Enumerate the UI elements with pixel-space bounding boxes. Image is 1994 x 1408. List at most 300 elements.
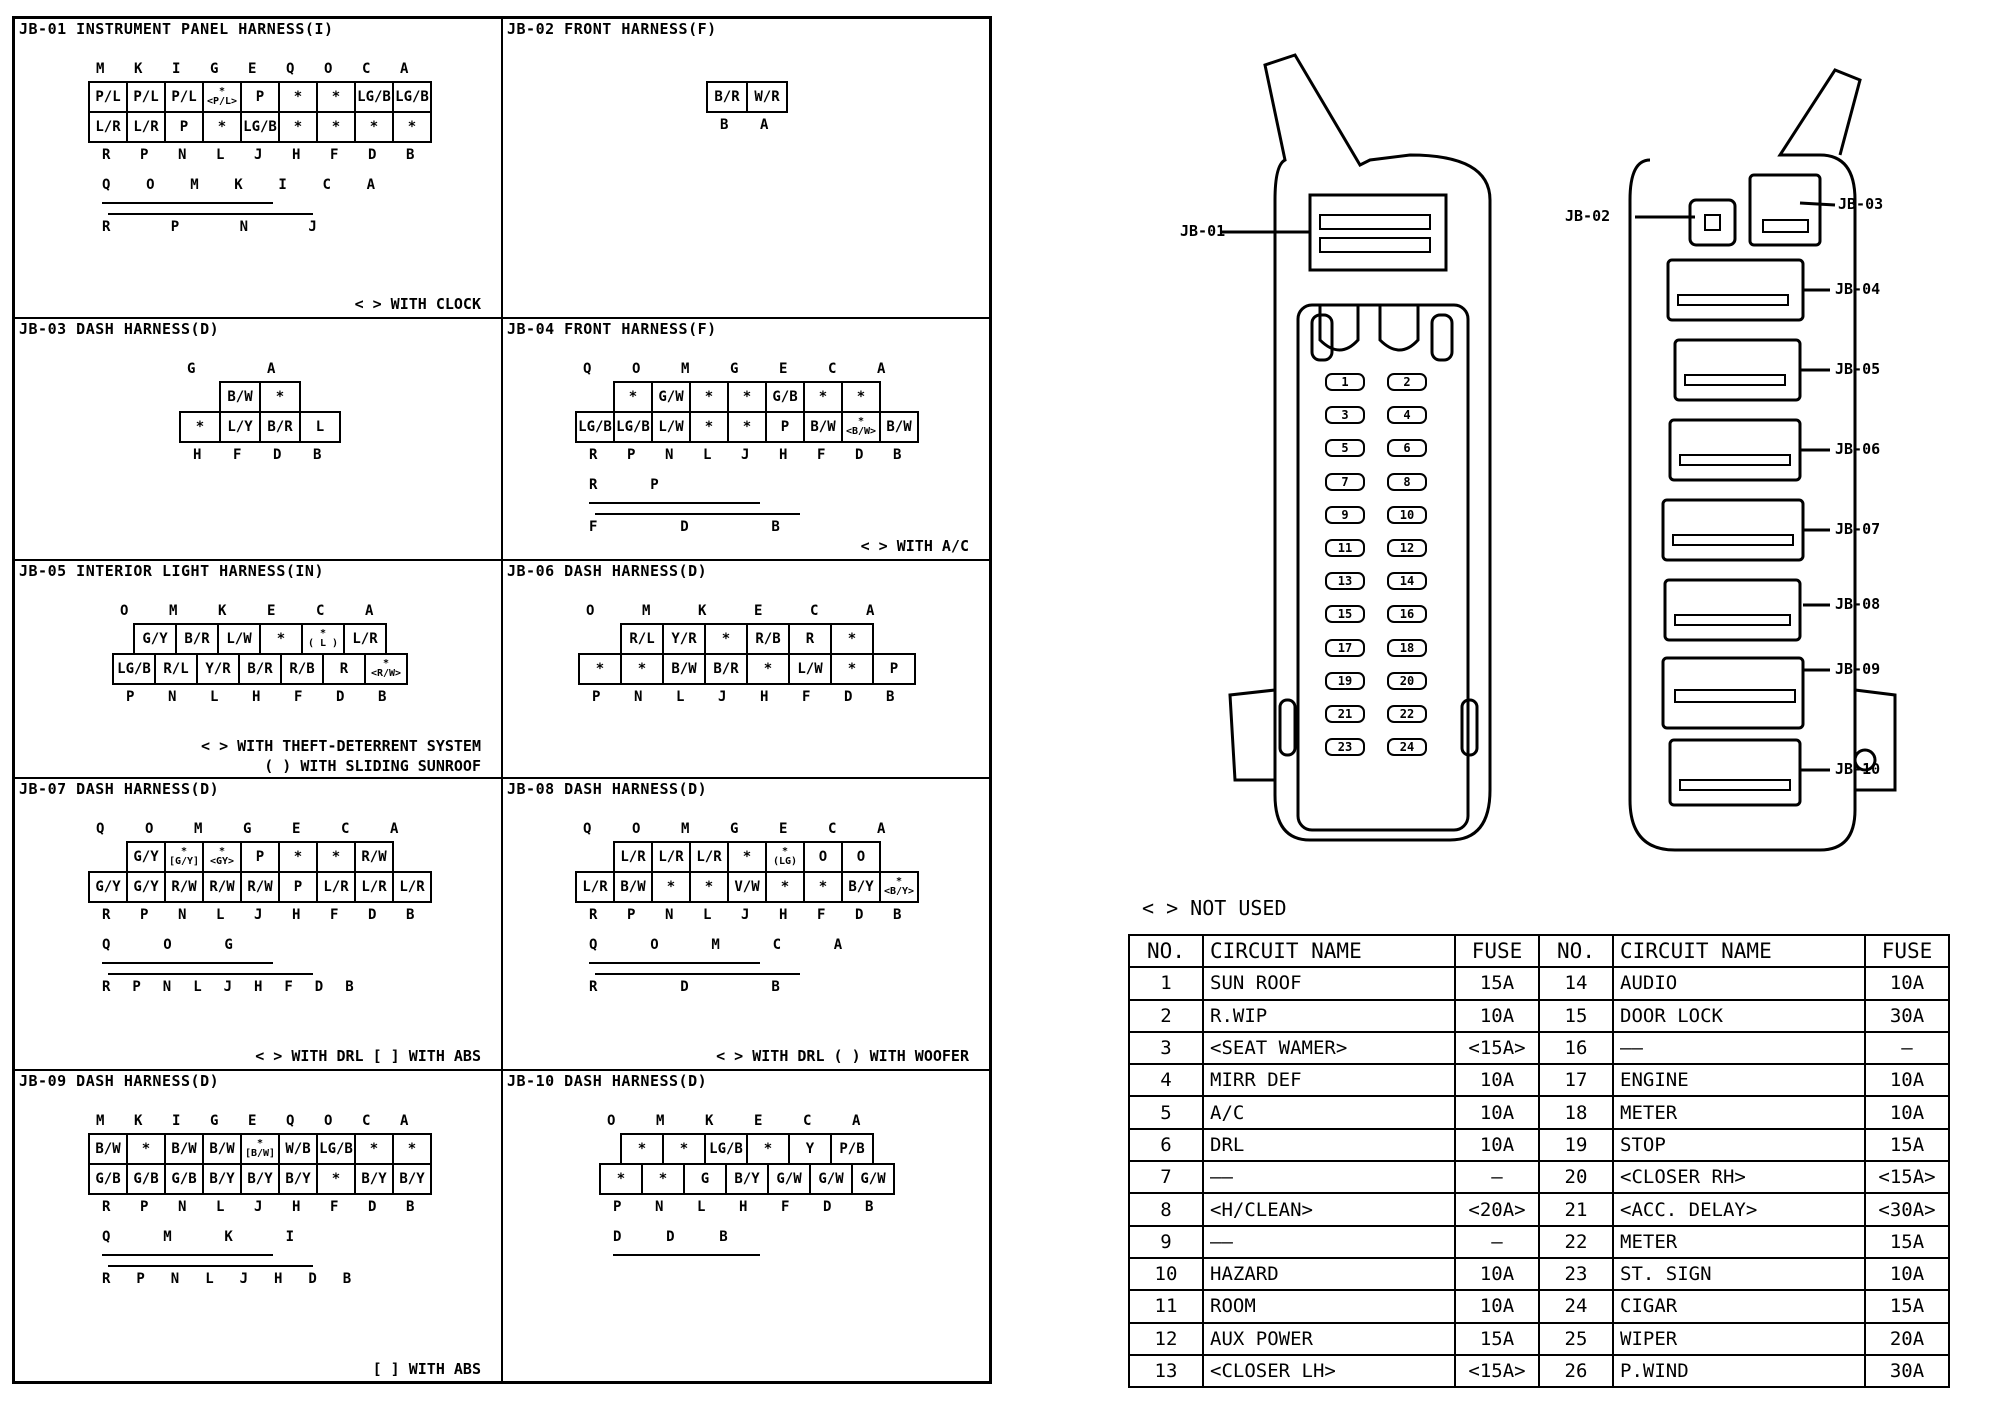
pin-letter-bottom: J [741, 907, 750, 923]
cavity-cell: * [599, 1163, 643, 1195]
cavity-cell: * [259, 623, 303, 655]
pin-letter-bottom: P [140, 1199, 149, 1215]
fuse-slot: 22 [1387, 705, 1427, 723]
cavity-cell: B/Y [354, 1163, 394, 1195]
table-cell: 10A [1455, 1096, 1539, 1128]
table-cell: 7 [1129, 1161, 1203, 1193]
jb-label: JB-04 [1835, 280, 1881, 298]
pin-letter-bottom: H [760, 689, 769, 705]
panel-jb-10 [503, 1071, 989, 1384]
cavity-cell: B/Y [841, 871, 881, 903]
panel-note: [ ] WITH ABS [372, 1360, 481, 1378]
fuse-slot: 24 [1387, 738, 1427, 756]
table-cell: DOOR LOCK [1613, 1000, 1865, 1032]
pin-letter-bottom: D [368, 907, 377, 923]
pin-letter-top: Q [286, 61, 295, 77]
table-cell: METER [1613, 1096, 1865, 1128]
panel-jb-03 [15, 319, 503, 561]
joint-line [595, 973, 800, 975]
table-row [1129, 1064, 1949, 1096]
cavity-cell: * <B/W> [841, 411, 881, 443]
pin-letter-bottom: B [893, 907, 902, 923]
joint-letter: D [680, 519, 689, 535]
table-cell: <CLOSER LH> [1203, 1355, 1455, 1387]
cavity-cell: LG/B [575, 411, 615, 443]
joint-letter: A [833, 937, 843, 953]
table-row [1129, 1355, 1949, 1387]
cavity-cell: G/W [809, 1163, 853, 1195]
table-cell: —— [1613, 1032, 1865, 1064]
joint-letter: P [650, 477, 659, 493]
pin-letter-top: Q [583, 821, 592, 837]
cavity-cell: * [765, 871, 805, 903]
pin-letter-bottom: F [817, 447, 826, 463]
cavity-cell: L [299, 411, 341, 443]
pin-letter-top: G [187, 361, 196, 377]
table-cell: 25 [1539, 1323, 1613, 1355]
pin-letter-top: O [632, 821, 641, 837]
pin-letter-bottom: N [665, 907, 674, 923]
pin-letter-top: Q [583, 361, 592, 377]
joint-letter: N [162, 979, 172, 995]
joint-letter: O [146, 177, 155, 193]
cavity-cell: * [613, 381, 653, 413]
pin-letter-top: I [172, 1113, 181, 1129]
pin-letter-bottom: P [126, 689, 135, 705]
pin-letter-top: K [698, 603, 707, 619]
joint-letter: R [102, 219, 111, 235]
jb-label: JB-01 [1180, 222, 1226, 240]
panel-jb-04 [503, 319, 989, 561]
table-cell: 15A [1455, 1323, 1539, 1355]
table-cell: 11 [1129, 1290, 1203, 1322]
table-cell: 10A [1455, 1000, 1539, 1032]
table-cell: <20A> [1455, 1193, 1539, 1225]
cavity-cell: Y/R [196, 653, 240, 685]
fuse-slot: 14 [1387, 572, 1427, 590]
panel-jb-05 [15, 561, 503, 779]
pin-letter-top: K [134, 1113, 143, 1129]
cavity-cell: * [354, 1133, 394, 1165]
pin-letter-bottom: R [102, 907, 111, 923]
table-cell: <15A> [1455, 1355, 1539, 1387]
pin-letter-bottom: N [178, 147, 187, 163]
cavity-cell: G/W [851, 1163, 895, 1195]
jb-label: JB-07 [1835, 520, 1881, 538]
fuse-slot: 2 [1387, 373, 1427, 391]
cavity-cell: * [689, 411, 729, 443]
panel-note: < > WITH A/C [860, 537, 969, 555]
cavity-cell: * [746, 653, 790, 685]
pin-letter-top: G [243, 821, 252, 837]
pin-letter-top: O [145, 821, 154, 837]
cavity-cell: L/R [689, 841, 729, 873]
table-row [1129, 967, 1949, 999]
cavity-cell: L/Y [219, 411, 261, 443]
table-cell: AUX POWER [1203, 1323, 1455, 1355]
pin-letter-top: A [866, 603, 875, 619]
cavity-cell: * <B/Y> [879, 871, 919, 903]
pin-letter-bottom: P [592, 689, 601, 705]
joint-letter: B [342, 1271, 352, 1287]
cavity-cell: B/W [88, 1133, 128, 1165]
pin-letter-top: M [169, 603, 178, 619]
table-cell: <CLOSER RH> [1613, 1161, 1865, 1193]
pin-letter-bottom: F [330, 1199, 339, 1215]
cavity-cell: LG/B [240, 111, 280, 143]
cavity-cell: L/R [126, 111, 166, 143]
cavity-cell: G/B [88, 1163, 128, 1195]
pin-letter-top: C [362, 1113, 371, 1129]
joint-letter: D [680, 979, 689, 995]
table-cell: 26 [1539, 1355, 1613, 1387]
table-header-cell: CIRCUIT NAME [1203, 935, 1455, 967]
pin-letter-bottom: H [779, 907, 788, 923]
jb-label: JB-09 [1835, 660, 1881, 678]
joint-letter: A [366, 177, 376, 193]
panel-jb-01 [15, 19, 503, 319]
cavity-cell: * [620, 653, 664, 685]
table-cell: 15A [1865, 1290, 1949, 1322]
table-row [1129, 1129, 1949, 1161]
cavity-cell: B/Y [240, 1163, 280, 1195]
table-cell: 9 [1129, 1226, 1203, 1258]
joint-letter: N [170, 1271, 180, 1287]
table-cell: <30A> [1865, 1193, 1949, 1225]
cavity-cell: L/R [575, 871, 615, 903]
pin-letter-top: C [803, 1113, 812, 1129]
pin-letter-bottom: N [178, 1199, 187, 1215]
panel-title: JB-06 DASH HARNESS(D) [507, 562, 708, 580]
cavity-cell: B/W [613, 871, 653, 903]
cavity-cell: * [803, 871, 843, 903]
pin-letter-bottom: L [703, 907, 712, 923]
cavity-cell: B/R [238, 653, 282, 685]
cavity-cell: G/B [126, 1163, 166, 1195]
fuse-slot: 9 [1325, 506, 1365, 524]
pin-letter-top: G [210, 61, 219, 77]
table-cell: 8 [1129, 1193, 1203, 1225]
table-cell: 1 [1129, 967, 1203, 999]
table-cell: — [1455, 1161, 1539, 1193]
pin-letter-bottom: L [676, 689, 685, 705]
cavity-cell: * [354, 111, 394, 143]
joint-letter: P [170, 219, 180, 235]
pin-letter-bottom: D [368, 147, 377, 163]
cavity-cell: P [872, 653, 916, 685]
table-header-cell: NO. [1539, 935, 1613, 967]
cavity-cell: L/R [613, 841, 653, 873]
cavity-cell: * [662, 1133, 706, 1165]
pin-letter-top: G [210, 1113, 219, 1129]
panel-note: ( ) WITH SLIDING SUNROOF [264, 757, 481, 775]
joint-letter: C [322, 177, 331, 193]
pin-letter-bottom: F [233, 447, 242, 463]
pin-letter-bottom: D [844, 689, 853, 705]
cavity-cell: B/W [879, 411, 919, 443]
fuse-slot: 7 [1325, 473, 1365, 491]
pin-letter-bottom: B [378, 689, 387, 705]
pin-letter-bottom: B [886, 689, 895, 705]
table-cell: 12 [1129, 1323, 1203, 1355]
pin-letter-bottom: D [368, 1199, 377, 1215]
pin-letter-bottom: N [634, 689, 643, 705]
table-cell: 18 [1539, 1096, 1613, 1128]
pin-letter-top: Q [96, 821, 105, 837]
pin-letter-bottom: D [855, 447, 864, 463]
cavity-cell: R [788, 623, 832, 655]
pin-letter-bottom: P [627, 447, 636, 463]
table-cell: 17 [1539, 1064, 1613, 1096]
table-cell: 5 [1129, 1096, 1203, 1128]
cavity-cell: * [727, 841, 767, 873]
cavity-cell: * [651, 871, 691, 903]
pin-letter-top: G [730, 821, 739, 837]
cavity-cell: B/Y [725, 1163, 769, 1195]
joint-letter: M [163, 1229, 172, 1245]
table-cell: 10A [1865, 1096, 1949, 1128]
cavity-cell: B/Y [202, 1163, 242, 1195]
table-cell: MIRR DEF [1203, 1064, 1455, 1096]
pin-letter-bottom: B [893, 447, 902, 463]
table-cell: 14 [1539, 967, 1613, 999]
panel-note: < > WITH CLOCK [354, 295, 481, 313]
joint-line [102, 202, 273, 204]
panel-title: JB-03 DASH HARNESS(D) [19, 320, 220, 338]
table-cell: 10A [1865, 1064, 1949, 1096]
table-header-cell: FUSE [1455, 935, 1539, 967]
cavity-cell: L/R [392, 871, 432, 903]
table-cell: P.WIND [1613, 1355, 1865, 1387]
pin-letter-bottom: J [254, 907, 263, 923]
pin-letter-bottom: P [140, 907, 149, 923]
table-cell: 10A [1865, 967, 1949, 999]
table-cell: ST. SIGN [1613, 1258, 1865, 1290]
cavity-cell: LG/B [392, 81, 432, 113]
cavity-cell: * [746, 1133, 790, 1165]
pin-letter-bottom: F [802, 689, 811, 705]
pin-letter-bottom: B [313, 447, 322, 463]
pin-letter-bottom: L [216, 147, 225, 163]
fuse-slot: 15 [1325, 605, 1365, 623]
fuse-slot: 23 [1325, 738, 1365, 756]
panel-jb-09 [15, 1071, 503, 1384]
cavity-cell: * (LG) [765, 841, 805, 873]
cavity-cell: L/R [651, 841, 691, 873]
pin-letter-top: E [754, 1113, 763, 1129]
pin-letter-bottom: B [406, 907, 415, 923]
jb-label: JB-10 [1835, 760, 1881, 778]
pin-letter-bottom: F [817, 907, 826, 923]
joint-letter: K [224, 1229, 233, 1245]
joint-letter: J [308, 219, 317, 235]
table-cell: 21 [1539, 1193, 1613, 1225]
pin-letter-bottom: D [336, 689, 345, 705]
joint-letter: J [239, 1271, 249, 1287]
fuse-slot: 12 [1387, 539, 1427, 557]
cavity-cell: * [830, 653, 874, 685]
joint-letter: J [223, 979, 233, 995]
table-cell: <ACC. DELAY> [1613, 1193, 1865, 1225]
pin-letter-top: C [810, 603, 819, 619]
joint-line [595, 513, 800, 515]
cavity-cell: Y/R [662, 623, 706, 655]
pin-letter-bottom: L [210, 689, 219, 705]
cavity-cell: G/W [767, 1163, 811, 1195]
panel-note: < > WITH DRL [ ] WITH ABS [255, 1047, 481, 1065]
cavity-cell: R/W [354, 841, 394, 873]
pin-letter-top: A [390, 821, 399, 837]
panel-note: < > WITH DRL ( ) WITH WOOFER [716, 1047, 969, 1065]
cavity-cell: L/R [343, 623, 387, 655]
cavity-cell: * <GY> [202, 841, 242, 873]
cavity-cell: * [316, 111, 356, 143]
table-cell: 10A [1455, 1258, 1539, 1290]
joint-letter: F [284, 979, 293, 995]
pin-letter-bottom: H [739, 1199, 748, 1215]
table-cell: 10A [1455, 1064, 1539, 1096]
pin-letter-bottom: H [292, 1199, 301, 1215]
pin-letter-bottom: F [294, 689, 303, 705]
cavity-cell: B/R [175, 623, 219, 655]
table-cell: 3 [1129, 1032, 1203, 1064]
fuse-slot: 13 [1325, 572, 1365, 590]
cavity-cell: LG/B [354, 81, 394, 113]
cavity-cell: * [620, 1133, 664, 1165]
pin-letter-top: E [248, 1113, 257, 1129]
joint-letter: O [163, 937, 172, 953]
pin-letter-bottom: N [168, 689, 177, 705]
cavity-cell: * [202, 111, 242, 143]
cavity-cell: * [392, 111, 432, 143]
pin-letter-top: O [586, 603, 595, 619]
joint-letter: Q [102, 937, 111, 953]
table-cell: —— [1203, 1161, 1455, 1193]
joint-line [589, 502, 760, 504]
jb-label: JB-02 [1565, 207, 1611, 225]
cavity-cell: R/W [202, 871, 242, 903]
cavity-cell: L/W [788, 653, 832, 685]
cavity-cell: P [240, 841, 280, 873]
table-cell: <15A> [1865, 1161, 1949, 1193]
cavity-cell: * [578, 653, 622, 685]
cavity-cell: L/W [217, 623, 261, 655]
cavity-cell: P/L [164, 81, 204, 113]
cavity-cell: * [278, 81, 318, 113]
cavity-cell: P/L [88, 81, 128, 113]
joint-letter: B [345, 979, 354, 995]
fuse-slot: 19 [1325, 672, 1365, 690]
pin-letter-bottom: J [254, 147, 263, 163]
joint-letter: D [314, 979, 324, 995]
pin-letter-bottom: D [273, 447, 282, 463]
cavity-cell: L/W [651, 411, 691, 443]
pin-letter-top: M [96, 61, 105, 77]
pin-letter-top: A [267, 361, 276, 377]
table-cell: 19 [1539, 1129, 1613, 1161]
table-cell: HAZARD [1203, 1258, 1455, 1290]
fuse-slot: 10 [1387, 506, 1427, 524]
fuse-slot: 11 [1325, 539, 1365, 557]
pin-letter-bottom: J [254, 1199, 263, 1215]
cavity-cell: * <P/L> [202, 81, 242, 113]
table-cell: 20A [1865, 1323, 1949, 1355]
table-cell: — [1865, 1032, 1949, 1064]
joint-letter: F [589, 519, 598, 535]
table-cell: DRL [1203, 1129, 1455, 1161]
joint-line [108, 213, 313, 215]
connector-panels [12, 16, 992, 1384]
cavity-cell: G/B [164, 1163, 204, 1195]
table-cell: 15A [1455, 967, 1539, 999]
table-row [1129, 1032, 1949, 1064]
joint-letter: L [193, 979, 202, 995]
pin-letter-top: E [754, 603, 763, 619]
table-row [1129, 1096, 1949, 1128]
cavity-cell: R/W [164, 871, 204, 903]
cavity-cell: * ( L ) [301, 623, 345, 655]
cavity-cell: P [240, 81, 280, 113]
pin-letter-top: A [877, 361, 886, 377]
table-cell: 15A [1865, 1129, 1949, 1161]
pin-letter-bottom: A [760, 117, 769, 133]
table-cell: — [1455, 1226, 1539, 1258]
table-cell: WIPER [1613, 1323, 1865, 1355]
jb-label: JB-08 [1835, 595, 1881, 613]
pin-letter-bottom: H [252, 689, 261, 705]
jb-label: JB-03 [1838, 195, 1884, 213]
cavity-cell: R/L [154, 653, 198, 685]
cavity-cell: V/W [727, 871, 767, 903]
table-row [1129, 1000, 1949, 1032]
table-row [1129, 1193, 1949, 1225]
cavity-cell: L/R [316, 871, 356, 903]
pin-letter-top: K [134, 61, 143, 77]
cavity-cell: L/R [88, 111, 128, 143]
table-cell: 15A [1865, 1226, 1949, 1258]
cavity-cell: * [689, 381, 729, 413]
pin-letter-bottom: R [589, 447, 598, 463]
pin-letter-bottom: D [823, 1199, 832, 1215]
joint-letter: M [711, 937, 720, 953]
fuse-slot: 1 [1325, 373, 1365, 391]
joint-letter: R [102, 1271, 111, 1287]
fuse-slot: 16 [1387, 605, 1427, 623]
cavity-cell: R/B [746, 623, 790, 655]
panel-jb-08 [503, 779, 989, 1071]
panel-note: < > WITH THEFT-DETERRENT SYSTEM [201, 737, 481, 755]
cavity-cell: G/Y [133, 623, 177, 655]
pin-letter-bottom: N [178, 907, 187, 923]
panel-title: JB-02 FRONT HARNESS(F) [507, 20, 717, 38]
joint-letter: Q [589, 937, 598, 953]
cavity-cell: * [641, 1163, 685, 1195]
cavity-cell: LG/B [112, 653, 156, 685]
pin-letter-bottom: F [330, 907, 339, 923]
cavity-cell: G/W [651, 381, 691, 413]
pin-letter-bottom: L [216, 907, 225, 923]
pin-letter-top: M [681, 361, 690, 377]
cavity-cell: B/Y [392, 1163, 432, 1195]
cavity-cell: * [316, 1163, 356, 1195]
table-cell: 2 [1129, 1000, 1203, 1032]
cavity-cell: B/R [259, 411, 301, 443]
pin-letter-bottom: F [330, 147, 339, 163]
cavity-cell: L/R [354, 871, 394, 903]
joint-letter: N [239, 219, 249, 235]
pin-letter-bottom: P [140, 147, 149, 163]
joint-letter: H [274, 1271, 283, 1287]
